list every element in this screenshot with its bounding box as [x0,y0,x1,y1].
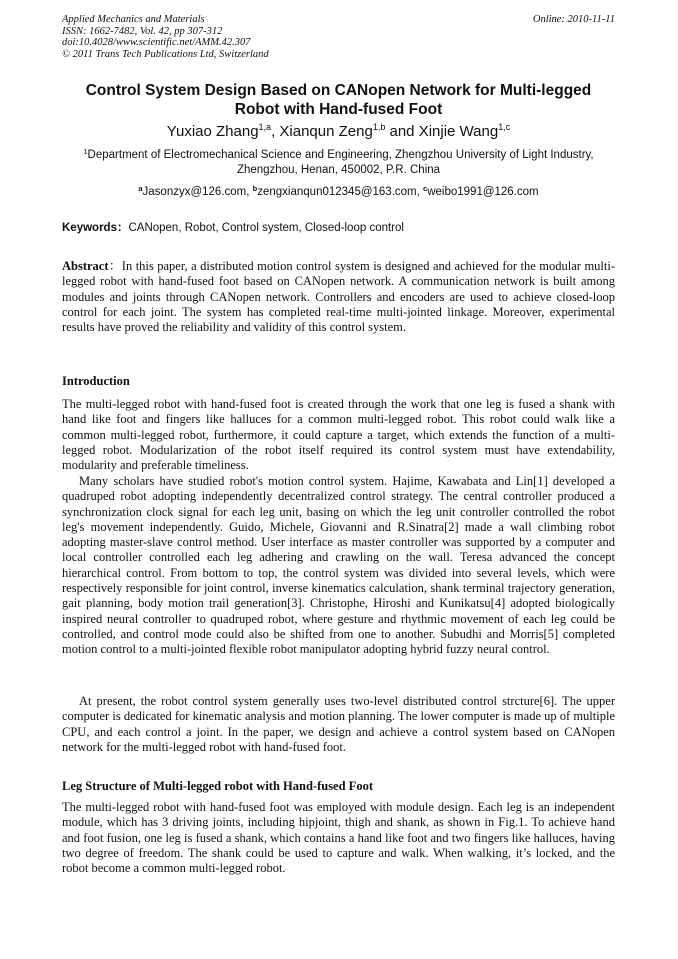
author-superscript: 1,c [498,122,511,132]
author-list [62,122,615,142]
email-separator: , [416,186,424,198]
email-address[interactable]: Jasonzyx@126.com [142,186,247,198]
author-separator: and [385,123,419,140]
online-date: Online: 2010-11-11 [532,14,615,25]
email-superscript: c [423,184,428,193]
journal-name: Applied Mechanics and Materials [62,14,205,25]
abstract-label: Abstract [62,259,109,273]
section-heading-leg-structure: Leg Structure of Multi-legged robot with Hand-fused Foot [62,779,373,793]
abstract-separator: ： [108,259,122,273]
doi-line: doi:10.4028/www.scientific.net/AMM.42.307 [62,37,251,48]
paper-title: Control System Design Based on CANopen Network for Multi-legged Robot with Hand-fused Foot [85,82,592,118]
copyright-line: © 2011 Trans Tech Publications Ltd, Switzerland [62,48,269,60]
email-superscript: a [138,184,143,193]
email-list [62,185,615,200]
email-superscript: b [252,184,258,193]
email-separator: , [246,186,253,198]
email-address[interactable]: weibo1991@126.com [427,186,539,198]
keywords-label: Keywords： [62,222,129,234]
author-superscript: 1,a [258,122,272,132]
keywords [62,221,615,236]
journal-info [62,14,442,60]
leg-structure-paragraph-1: The multi-legged robot with hand-fused foot was employed with module design. Each leg is an independent module, which has 3 driving joints, including hipjoint, thigh and shank, as shown in Fig.1. To achieve hand and foot fusion, one leg is fused a shank, which contains a hand like foot and two fingers like halluces, having two degree of freedom. The shank could be used to capture and walk. When walking, it’s locked, and the robot become a common multi-legged robot. [62,800,615,876]
author-superscript: 1,b [372,122,386,132]
intro-paragraph-2: Many scholars have studied robot's motion control system. Hajime, Kawabata and Lin[1] developed a quadruped robot adopting independently decentralized control strategy. The central controller produced a synchronization clock signal for each leg unit, basing on which the leg unit controller controlled the robot leg's movement independently. Guido, Michele, Giovanni and R.Sinatra[2] made a wall climbing robot adopting master-slave control method. User interface as master controller was supported by a computer and local controller controlled each leg adhering and crawling on the wall. Teresa advanced the concept hierarchical control. From bottom to top, the control system was divided into several levels, which were respectively responsible for joint control, inverse kinematics calculation, shank terminal trajectory generation, gait planning, body motion trail generation[3]. Christophe, Hiroshi and Kunikatsu[4] adopted biologically inspired neural controller to quadruped robot, where gesture and rhythmic movement of each leg could be controlled, and control mode could also be shifted from one to another. Subudhi and Morris[5] completed motion control to a multi-jointed flexible robot manipulator adopting hybrid fuzzy neural control. [62,474,615,657]
email-address[interactable]: zengxianqun012345@163.com [257,186,417,198]
section-heading-introduction: Introduction [62,374,130,388]
intro-paragraph-1: The multi-legged robot with hand-fused foot is created through the work that one leg is fused a shank with hand like foot and fingers like halluces for a common multi-legged robot. This robot could walk like a common multi-legged robot, furthermore, it could capture a target, which extends the function of a multi-legged robot. Modularization of the robot itself required its control system must have extendability, modularity and preferable timeliness. [62,397,615,473]
author-name: Xianqun Zeng [279,123,373,140]
affiliation-text: Department of Electromechanical Science and Engineering, Zhengzhou University of Light Industry, Zhengzhou, Henan, 450002, P.R. China [87,149,594,176]
author-name: Xinjie Wang [418,123,499,140]
affiliation-superscript: 1 [83,147,88,156]
author-separator: , [271,123,280,140]
keywords-text: CANopen, Robot, Control system, Closed-loop control [128,222,404,234]
affiliation [62,148,615,178]
intro-paragraph-3: At present, the robot control system generally uses two-level distributed control strcture[6]. The upper computer is dedicated for kinematic analysis and motion planning. The lower computer is made up of multiple CPU, and each control a joint. In the paper, we design and achieve a control system based on CANopen network for the multi-legged robot with hand-fused foot. [62,694,615,754]
author-name: Yuxiao Zhang [166,123,259,140]
issn-line: ISSN: 1662-7482, Vol. 42, pp 307-312 [62,25,223,37]
abstract-text: In this paper, a distributed motion control system is designed and achieved for the modular multi-legged robot with hand-fused foot based on CANopen network. A communication network is built among modules and joints through CANopen network. Controllers and encoders are used to achieve closed-loop control for each joint. The system has completed real-time multi-jointed linkage. Moreover, experimental results have proved the reliability and validity of this control system. [62,259,615,335]
abstract-paragraph [62,259,615,335]
